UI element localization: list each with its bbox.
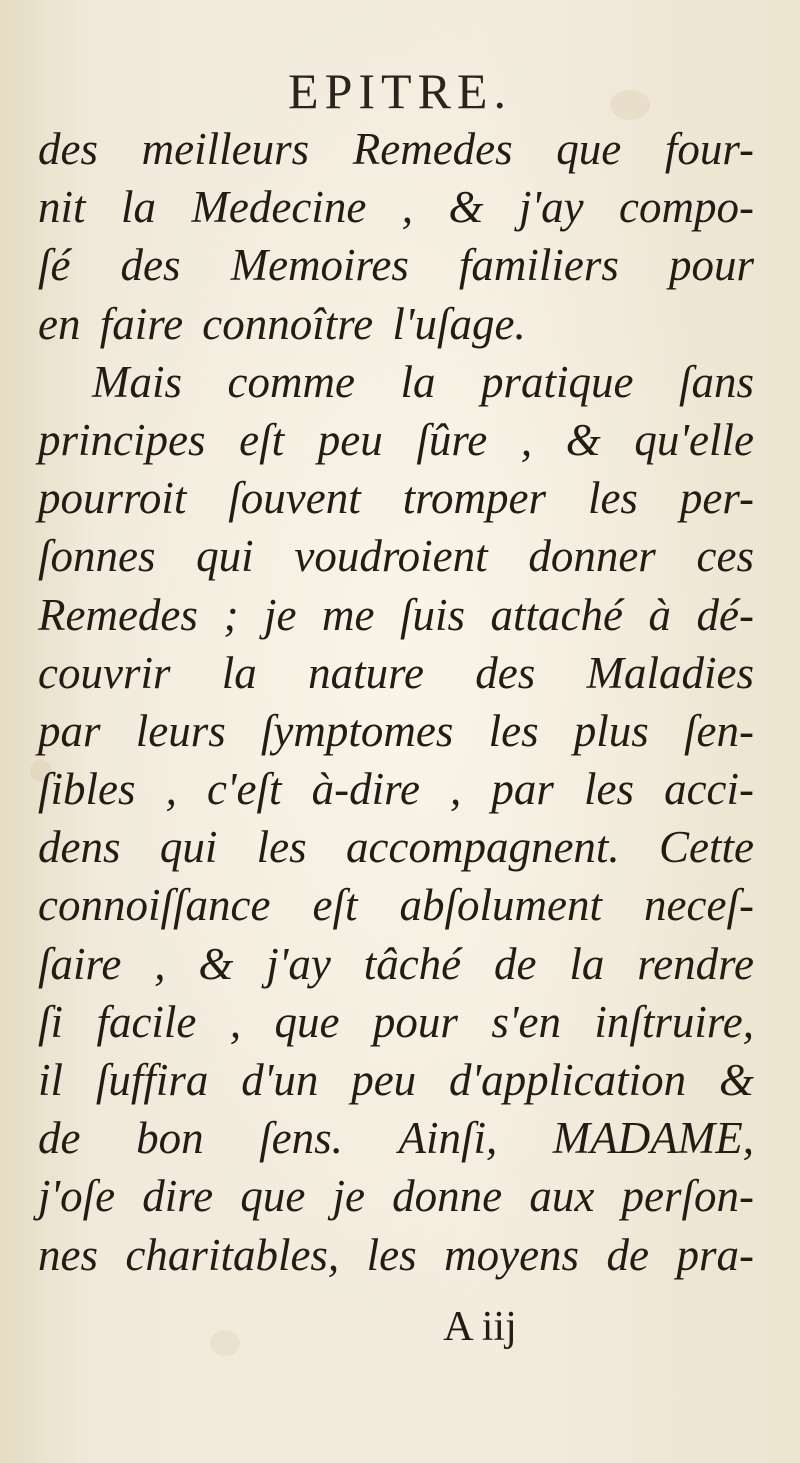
text-line: par leurs ſymptomes les plus ſen- bbox=[38, 705, 754, 756]
text-line: il ſuffira d'un peu d'application & bbox=[38, 1055, 754, 1105]
text-line: ſé des Memoires familiers pour bbox=[38, 240, 754, 291]
text-line: de bon ſens. Ainſi, MADAME, bbox=[38, 1113, 754, 1164]
text-line: dens qui les accompagnent. Cette bbox=[38, 822, 754, 873]
text-line: ſonnes qui voudroient donner ces bbox=[38, 531, 754, 582]
text-line: nes charitables, les moyens de pra- bbox=[38, 1229, 754, 1280]
body-text bbox=[38, 120, 754, 1284]
text-line: pourroit ſouvent tromper les per- bbox=[38, 473, 754, 524]
running-head: EPITRE. bbox=[288, 63, 512, 119]
text-line: j'oſe dire que je donne aux perſon- bbox=[38, 1171, 754, 1222]
text-line: ſi facile , que pour s'en inſtruire, bbox=[38, 996, 754, 1047]
text-line: ſibles , c'eſt à-dire , par les acci- bbox=[38, 764, 754, 815]
text-line: ſaire , & j'ay tâché de la rendre bbox=[38, 938, 754, 989]
text-line: en faire connoître l'uſage. bbox=[38, 298, 526, 349]
text-line: connoiſſance eſt abſolument neceſ- bbox=[38, 880, 754, 931]
text-line: nit la Medecine , & j'ay compo- bbox=[38, 182, 754, 233]
text-line: principes eſt peu ſûre , & qu'elle bbox=[38, 414, 754, 465]
text-line: couvrir la nature des Maladies bbox=[38, 647, 754, 698]
text-line: des meilleurs Remedes que four- bbox=[38, 124, 754, 174]
text-line: Remedes ; je me ſuis attaché à dé- bbox=[38, 589, 754, 640]
text-line: Mais comme la pratique ſans bbox=[92, 356, 754, 407]
signature-mark: A iij bbox=[443, 1304, 517, 1350]
